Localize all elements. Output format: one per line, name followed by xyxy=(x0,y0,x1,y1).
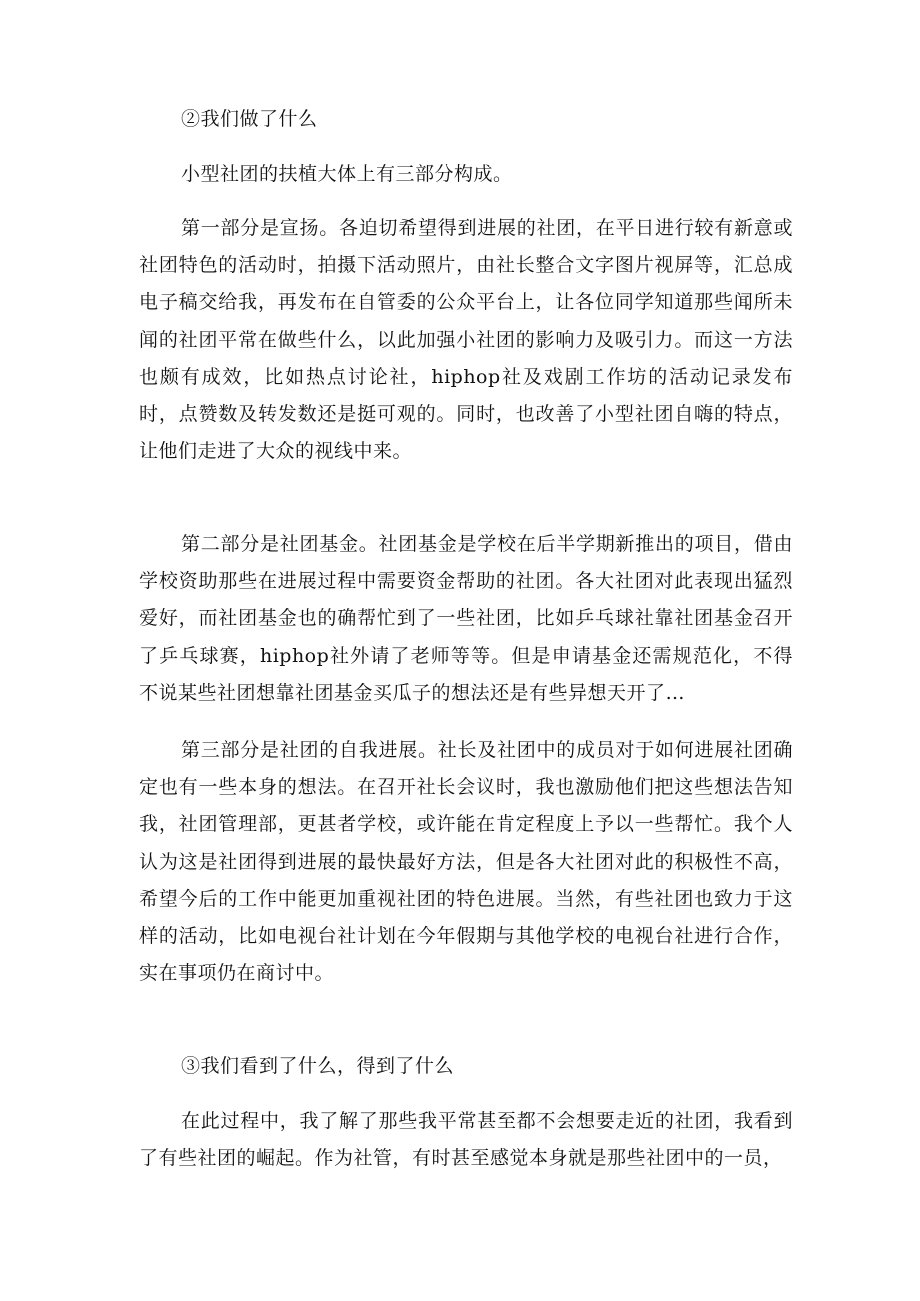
paragraph-part-one-publicity: 第一部分是宣扬。各迫切希望得到进展的社团，在平日进行较有新意或社团特色的活动时，拍摄下活动照片，由社长整合文字图片视屏等，汇总成电子稿交给我，再发布在自管委的公众平台上，让各位同学知道那些闻所未闻的社团平常在做些什么，以此加强小社团的影响力及吸引力。而这一方法也颇有成效，比如热点讨论社，hiphop社及戏剧工作坊的活动记录发布时，点赞数及转发数还是挺可观的。同时，也改善了小型社团自嗨的特点，让他们走进了大众的视线中来。 xyxy=(139,217,793,463)
paragraph-reflection: 在此过程中，我了解了那些我平常甚至都不会想要走近的社团，我看到了有些社团的崛起。作为社管，有时甚至感觉本身就是那些社团中的一员， xyxy=(139,1110,793,1170)
section-heading-what-we-saw: ③我们看到了什么，得到了什么 xyxy=(181,1055,455,1077)
section-heading-what-we-did: ②我们做了什么 xyxy=(181,108,318,130)
paragraph-part-three-self-development: 第三部分是社团的自我进展。社长及社团中的成员对于如何进展社团确定也有一些本身的想法。在召开社长会议时，我也激励他们把这些想法告知我，社团管理部，更甚者学校，或许能在肯定程度上予以一些帮忙。我个人认为这是社团得到进展的最快最好方法，但是各大社团对此的积极性不高，希望今后的工作中能更加重视社团的特色进展。当然，有些社团也致力于这样的活动，比如电视台社计划在今年假期与其他学校的电视台社进行合作，实在事项仍在商讨中。 xyxy=(139,739,793,985)
intro-paragraph: 小型社团的扶植大体上有三部分构成。 xyxy=(181,163,513,185)
paragraph-part-two-fund: 第二部分是社团基金。社团基金是学校在后半学期新推出的项目，借由学校资助那些在进展过程中需要资金帮助的社团。各大社团对此表现出猛烈爱好，而社团基金也的确帮忙到了一些社团，比如乒乓球社靠社团基金召开了乒乓球赛，hiphop社外请了老师等等。但是申请基金还需规范化，不得不说某些社团想靠社团基金买瓜子的想法还是有些异想天开了… xyxy=(139,533,793,704)
